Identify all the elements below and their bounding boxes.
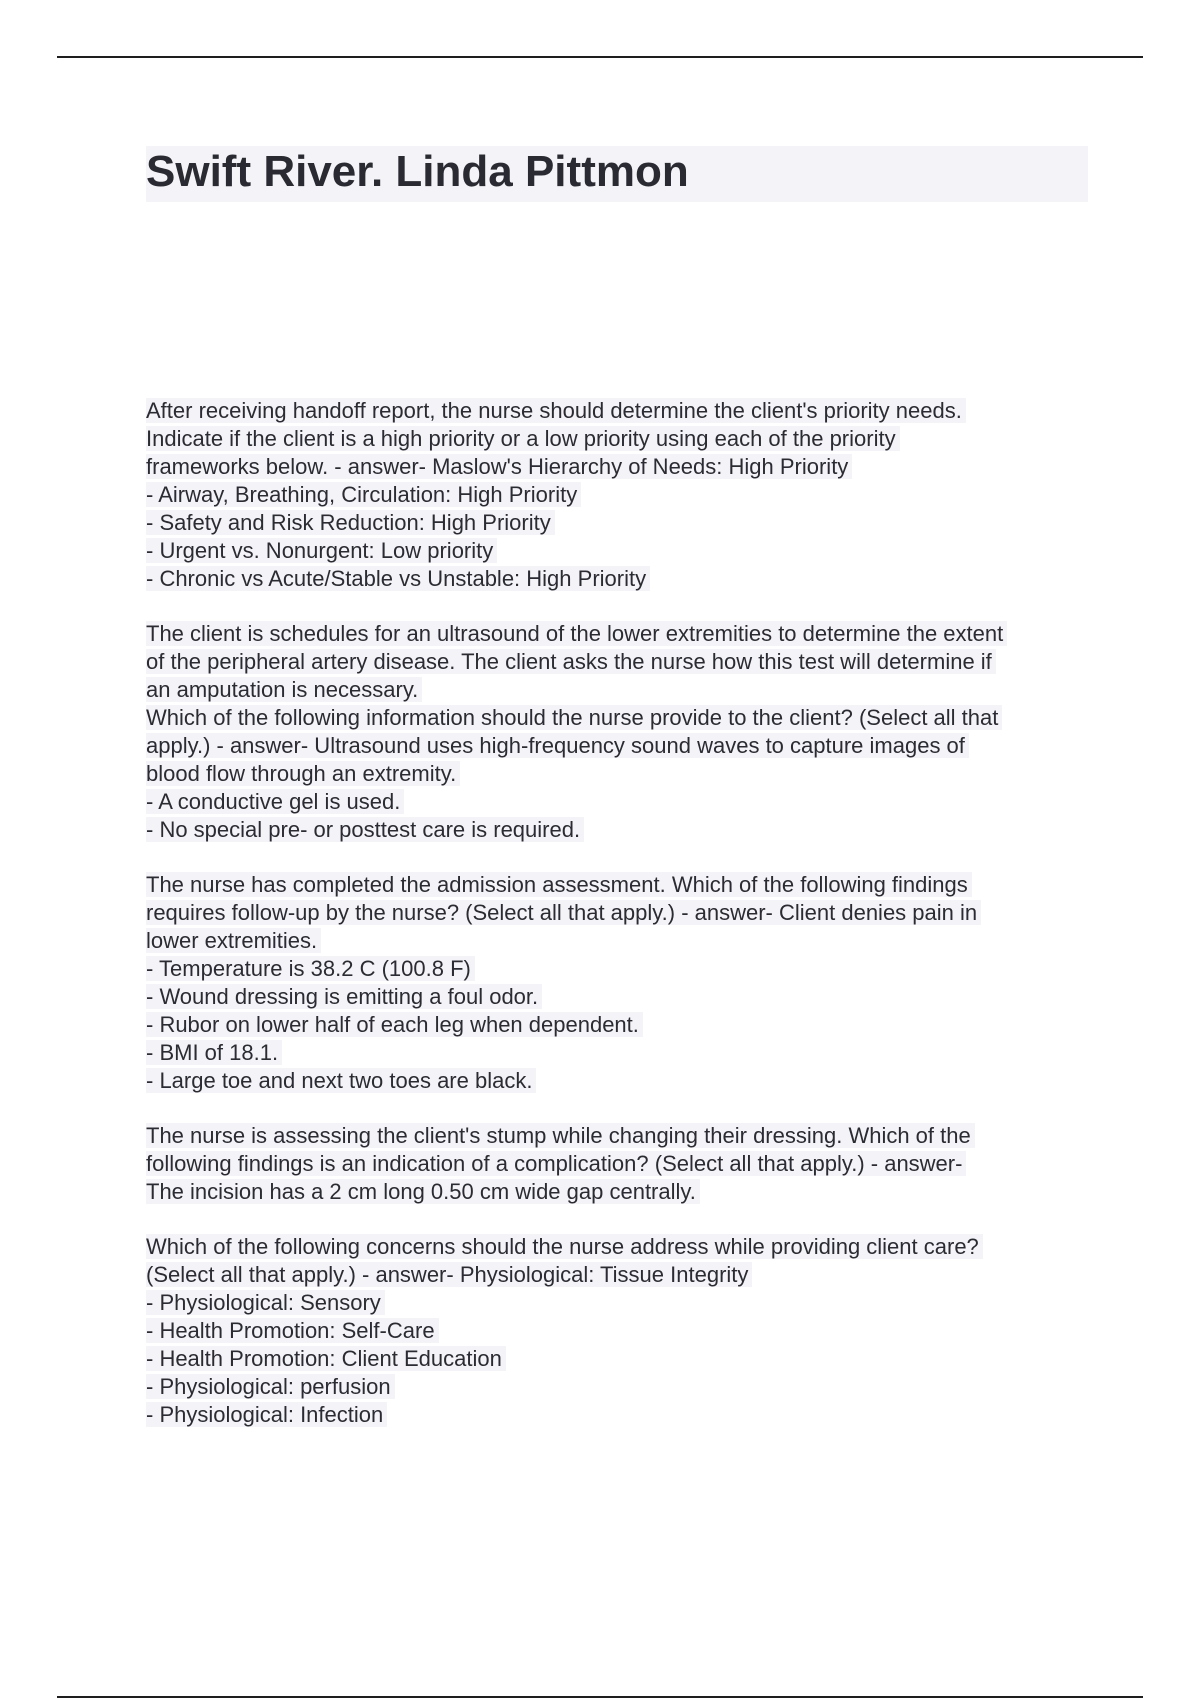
qa-line: Indicate if the client is a high priority or a low priority using each of the priority xyxy=(146,425,1096,453)
qa-line: - Wound dressing is emitting a foul odor. xyxy=(146,983,1096,1011)
qa-line: The incision has a 2 cm long 0.50 cm wide gap centrally. xyxy=(146,1178,1096,1206)
qa-line: of the peripheral artery disease. The client asks the nurse how this test will determine if xyxy=(146,648,1096,676)
qa-line: - Chronic vs Acute/Stable vs Unstable: High Priority xyxy=(146,565,1096,593)
qa-line: frameworks below. - answer- Maslow's Hierarchy of Needs: High Priority xyxy=(146,453,1096,481)
qa-line: - Safety and Risk Reduction: High Priority xyxy=(146,509,1096,537)
qa-line: requires follow-up by the nurse? (Select all that apply.) - answer- Client denies pain in xyxy=(146,899,1096,927)
qa-line: - Physiological: Infection xyxy=(146,1401,1096,1429)
qa-line: The client is schedules for an ultrasound of the lower extremities to determine the extent xyxy=(146,620,1096,648)
qa-item-5 xyxy=(146,1233,1096,1429)
qa-line: - Rubor on lower half of each leg when dependent. xyxy=(146,1011,1096,1039)
qa-line: The nurse is assessing the client's stump while changing their dressing. Which of the xyxy=(146,1122,1096,1150)
qa-line: - A conductive gel is used. xyxy=(146,788,1096,816)
qa-line: Which of the following information should the nurse provide to the client? (Select all that xyxy=(146,704,1096,732)
qa-item-4 xyxy=(146,1122,1096,1206)
qa-line: an amputation is necessary. xyxy=(146,676,1096,704)
qa-line: - Physiological: Sensory xyxy=(146,1289,1096,1317)
qa-line: (Select all that apply.) - answer- Physiological: Tissue Integrity xyxy=(146,1261,1096,1289)
document-body xyxy=(146,397,1096,1456)
qa-line: - Health Promotion: Self-Care xyxy=(146,1317,1096,1345)
qa-item-1 xyxy=(146,397,1096,593)
header-rule xyxy=(57,56,1143,58)
qa-line: lower extremities. xyxy=(146,927,1096,955)
qa-line: apply.) - answer- Ultrasound uses high-frequency sound waves to capture images of xyxy=(146,732,1096,760)
qa-line: - Urgent vs. Nonurgent: Low priority xyxy=(146,537,1096,565)
qa-item-2 xyxy=(146,620,1096,844)
qa-line: - Physiological: perfusion xyxy=(146,1373,1096,1401)
qa-line: Which of the following concerns should the nurse address while providing client care? xyxy=(146,1233,1096,1261)
qa-line: following findings is an indication of a complication? (Select all that apply.) - answer- xyxy=(146,1150,1096,1178)
qa-line: - No special pre- or posttest care is required. xyxy=(146,816,1096,844)
qa-line: The nurse has completed the admission assessment. Which of the following findings xyxy=(146,871,1096,899)
qa-line: - Temperature is 38.2 C (100.8 F) xyxy=(146,955,1096,983)
qa-line: - Airway, Breathing, Circulation: High Priority xyxy=(146,481,1096,509)
qa-line: - BMI of 18.1. xyxy=(146,1039,1096,1067)
qa-line: After receiving handoff report, the nurse should determine the client's priority needs. xyxy=(146,397,1096,425)
qa-line: - Health Promotion: Client Education xyxy=(146,1345,1096,1373)
qa-line: - Large toe and next two toes are black. xyxy=(146,1067,1096,1095)
qa-item-3 xyxy=(146,871,1096,1095)
document-title: Swift River. Linda Pittmon xyxy=(146,147,689,196)
qa-line: blood flow through an extremity. xyxy=(146,760,1096,788)
footer-rule xyxy=(57,1696,1143,1698)
